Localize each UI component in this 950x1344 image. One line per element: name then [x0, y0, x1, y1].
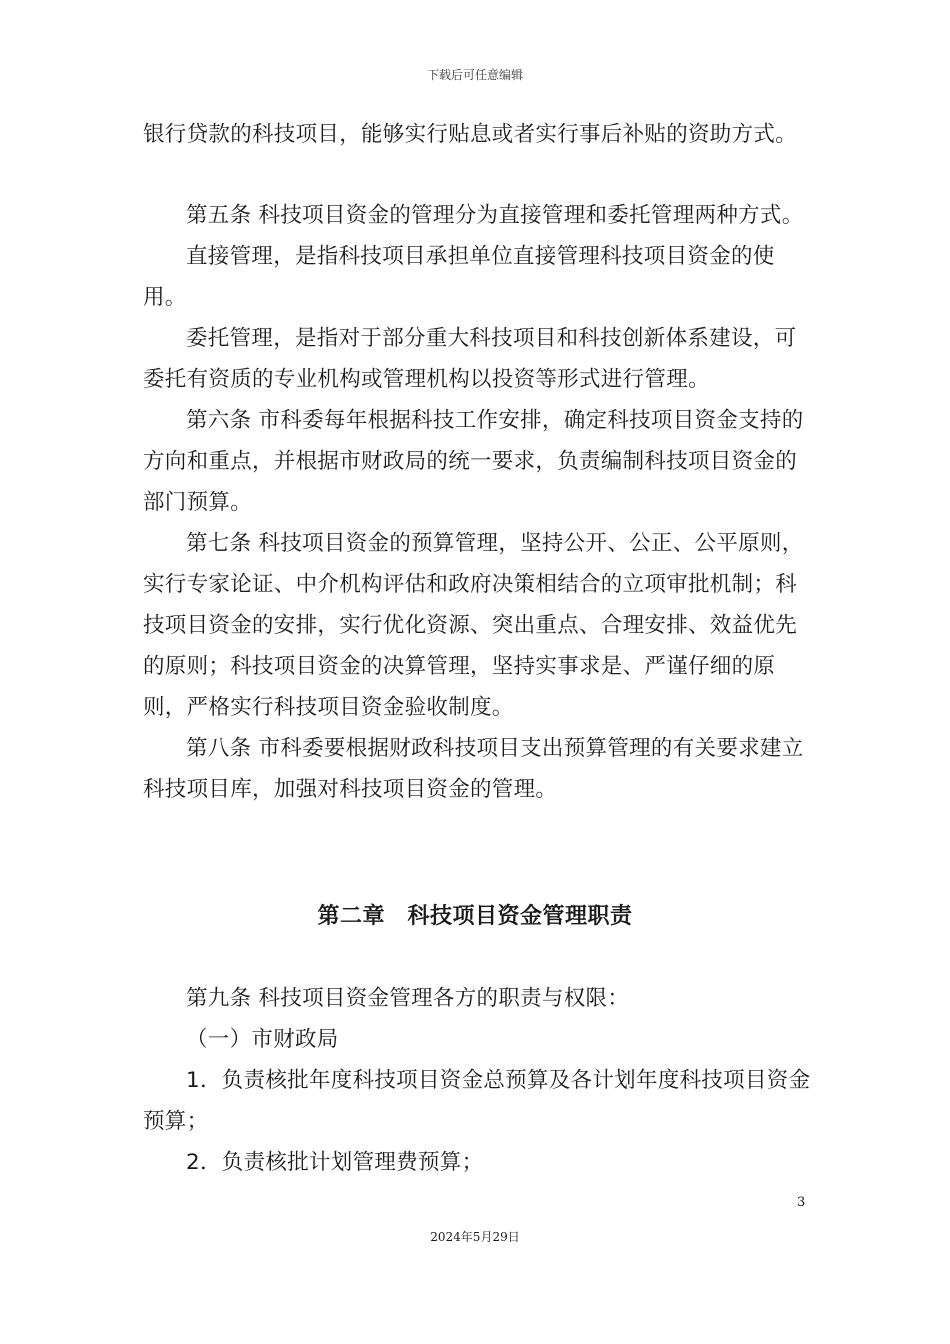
list-heading: （一）市财政局 — [186, 1027, 339, 1052]
list-item: 1．负责核批年度科技项目资金总预算及各计划年度科技项目资金预算； — [143, 1068, 811, 1134]
header-note: 下载后可任意编辑 — [426, 68, 523, 82]
page-number: 3 — [797, 1195, 806, 1210]
article-9-paragraph: 第九条 科技项目资金管理各方的职责与权限： — [186, 986, 630, 1011]
chapter-title: 第二章 科技项目资金管理职责 — [317, 904, 633, 929]
article-7-paragraph: 第七条 科技项目资金的预算管理，坚持公开、公正、公平原则，实行专家论证、中介机构评估和政府决策相结合的立项审批机制；科技项目资金的安排，实行优化资源、突出重点、合理安排、效益优先的原则；科技项目资金的决算管理，坚持实事求是、严谨仔细的原则，严格实行科技项目资金验收制度。 — [143, 531, 804, 720]
paragraph: 银行贷款的科技项目，能够实行贴息或者实行事后补贴的资助方式。 — [143, 122, 798, 147]
list-item: 2．负责核批计划管理费预算； — [186, 1150, 484, 1175]
article-8-paragraph: 第八条 市科委要根据财政科技项目支出预算管理的有关要求建立科技项目库，加强对科技项目资金的管理。 — [143, 736, 804, 802]
footer-date: 2024年5月29日 — [430, 1230, 520, 1244]
body-section-2 — [143, 978, 813, 1183]
body-section-1 — [143, 114, 813, 810]
direct-management-paragraph: 直接管理，是指科技项目承担单位直接管理科技项目资金的使用。 — [143, 244, 775, 310]
entrusted-management-paragraph: 委托管理，是指对于部分重大科技项目和科技创新体系建设，可委托有资质的专业机构或管理机构以投资等形式进行管理。 — [143, 326, 797, 392]
article-5-paragraph: 第五条 科技项目资金的管理分为直接管理和委托管理两种方式。 — [186, 203, 804, 228]
article-6-paragraph: 第六条 市科委每年根据科技工作安排，确定科技项目资金支持的方向和重点，并根据市财政局的统一要求，负责编制科技项目资金的部门预算。 — [143, 408, 804, 515]
